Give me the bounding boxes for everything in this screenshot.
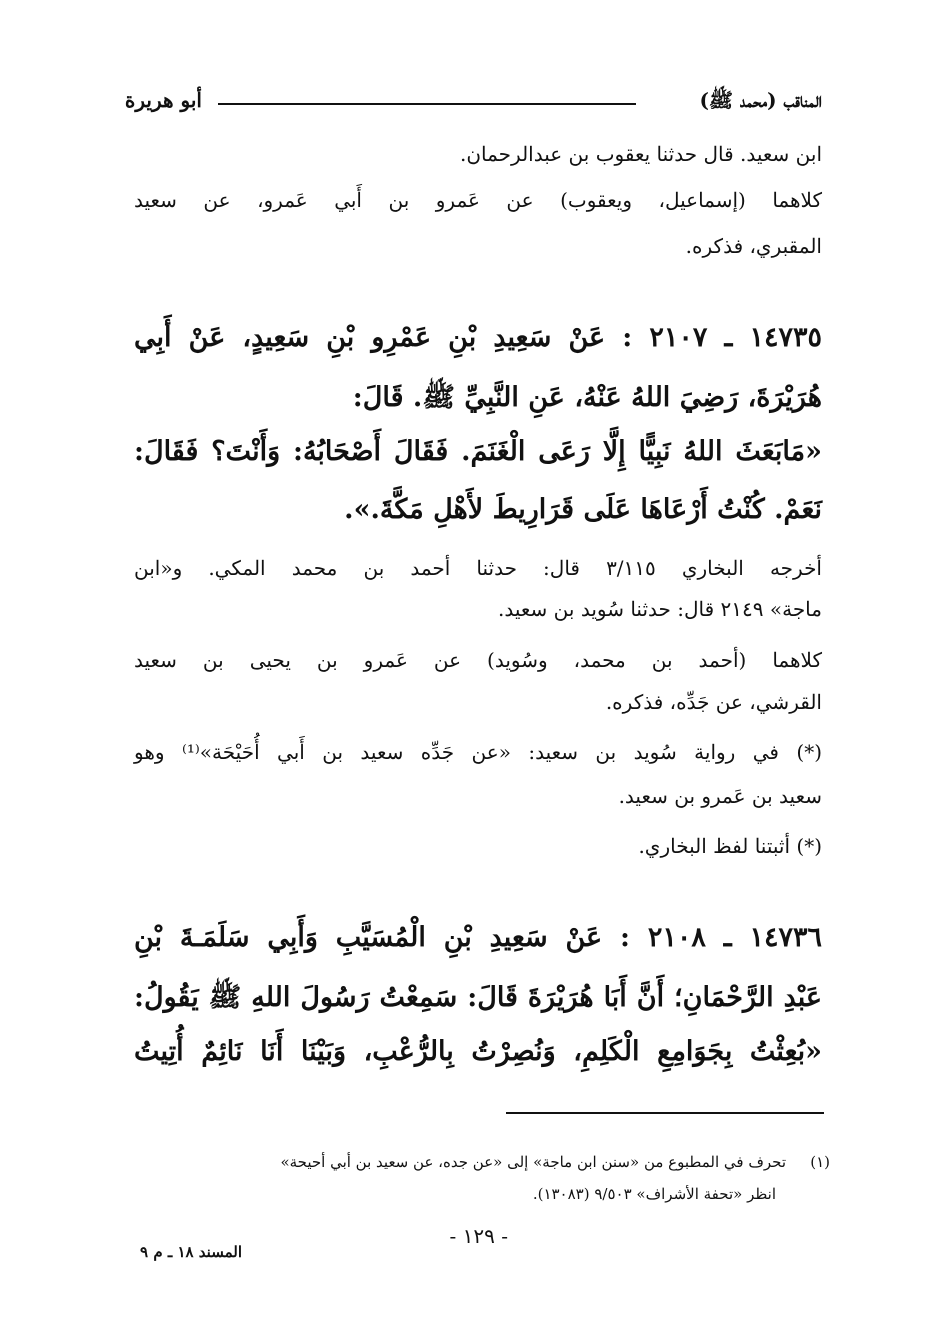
text-line: أخرجه البخاري ٣/١١٥ قال: حدثنا أحمد بن محمد المكي. و«ابن	[134, 556, 822, 580]
hadith-line: «بُعِثْتُ بِجَوَامِعِ الْكَلِمِ، وَنُصِرْتُ بِالرُّعْبِ، وَبَيْنَا أَنَا نَائِمٌ أُتِيتُ	[134, 1036, 822, 1067]
footnote-line: تحرف في المطبوع من «سنن ابن ماجة» إلى «عن جده، عن سعيد بن أبي أحيحة»	[280, 1153, 786, 1171]
text-line: القرشي، عن جَدِّه، فذكره.	[605, 690, 822, 714]
text-line: كلاهما (إسماعيل، ويعقوب) عن عَمرو بن أَبي عَمرو، عن سعيد	[134, 188, 822, 212]
text-line: المقبري، فذكره.	[685, 234, 822, 258]
hadith-line: نَعَمْ. كُنْتُ أَرْعَاهَا عَلَى قَرَارِيطَ لأَهْلِ مَكَّةَ.».	[344, 494, 822, 525]
text-line: ابن سعيد. قال حدثنا يعقوب بن عبدالرحمان.	[459, 142, 822, 166]
text-line: (*) أثبتنا لفظ البخاري.	[638, 834, 822, 858]
hadith-heading-line: ١٤٧٣٥ ـ ٢١٠٧ : عَنْ سَعِيدِ بْنِ عَمْرِو بْنِ سَعِيدٍ، عَنْ أَبِي	[134, 322, 822, 353]
footnote-number: (١)	[810, 1153, 830, 1171]
text-line: كلاهما (أحمد بن محمد، وسُويد) عن عَمرو بن يحيى بن سعيد	[134, 648, 822, 672]
page-number: - ١٢٩ -	[449, 1224, 508, 1248]
hadith-heading-line: ١٤٧٣٦ ـ ٢١٠٨ : عَنْ سَعِيدِ بْنِ الْمُسَيَّبِ وَأَبِي سَلَمَـةَ بْنِ	[134, 922, 822, 953]
printer-signature: المسند ١٨ ـ م ٩	[140, 1243, 242, 1261]
text-line: (*) في رواية سُويد بن سعيد: «عن جَدِّه سعيد بن أَبي أُحَيْحَة»⁽¹⁾ وهو	[134, 740, 822, 764]
text-line: سعيد بن عَمرو بن سعيد.	[618, 784, 822, 808]
hadith-line: «مَابَعَثَ اللهُ نَبِيًّا إِلَّا رَعَى الْغَنَمَ. فَقَالَ أَصْحَابُهُ: وَأَنْتَ؟ فَقَالَ:	[134, 436, 822, 467]
footnote-rule	[506, 1112, 824, 1114]
footnote-line: انظر «تحفة الأشراف» ٩/٥٠٣ (١٣٠٨٣).	[532, 1185, 776, 1203]
header-section-title: المناقب (محمد ﷺ)	[699, 88, 822, 112]
hadith-line: عَبْدِ الرَّحْمَانِ؛ أَنَّ أَبَا هُرَيْرَةَ قَالَ: سَمِعْتُ رَسُولَ اللهِ ﷺ يَقُولُ:	[134, 982, 822, 1013]
text-line: ماجة» ٢١٤٩ قال: حدثنا سُويد بن سعيد.	[498, 597, 822, 621]
hadith-line: هُرَيْرَةَ، رَضِيَ اللهُ عَنْهُ، عَنِ النَّبِيِّ ﷺ. قَالَ:	[352, 382, 822, 413]
header-rule	[218, 103, 636, 105]
header-chapter-title: أبو هريرة	[124, 88, 202, 112]
